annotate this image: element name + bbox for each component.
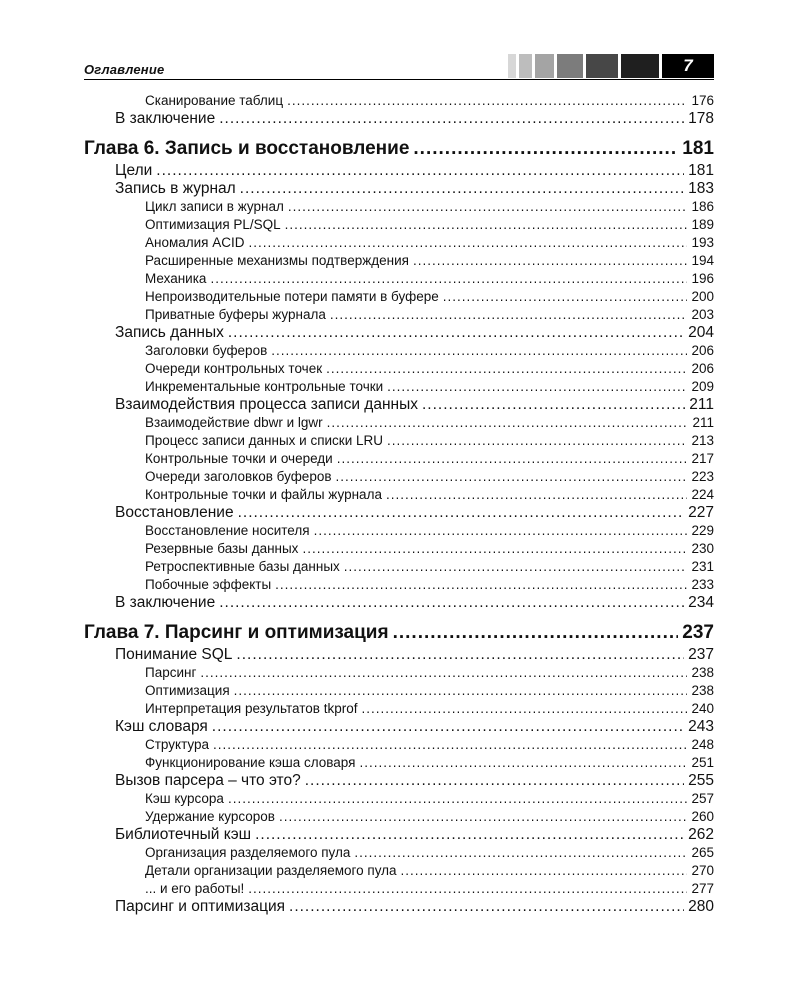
toc-subsection [84, 360, 714, 378]
toc-entry-page: 204 [688, 324, 714, 341]
toc-subsection [84, 252, 714, 270]
dot-leader [387, 378, 687, 396]
toc-entry-page: 243 [688, 718, 714, 735]
dot-leader [344, 558, 688, 576]
toc-subsection [84, 378, 714, 396]
toc-entry-page: 209 [691, 379, 714, 394]
dot-leader [234, 682, 688, 700]
toc-subsection [84, 664, 714, 682]
dot-leader [413, 136, 678, 162]
toc-entry-page: 211 [689, 396, 714, 413]
toc-entry-page: 233 [691, 577, 714, 592]
toc-subsection [84, 808, 714, 826]
dot-leader [240, 180, 684, 198]
toc-subsection [84, 270, 714, 288]
toc-entry-title: Сканирование таблиц [145, 93, 284, 108]
toc-entry-title: Ретроспективные базы данных [145, 559, 340, 574]
dot-leader [210, 270, 687, 288]
dot-leader [443, 288, 688, 306]
toc-entry-page: 194 [691, 253, 714, 268]
toc-entry-page: 181 [682, 138, 714, 159]
toc-entry-page: 238 [691, 683, 714, 698]
toc-entry-title: Детали организации разделяемого пула [145, 863, 397, 878]
toc-entry-page: 206 [691, 361, 714, 376]
toc-subsection [84, 682, 714, 700]
toc-entry-page: 265 [691, 845, 714, 860]
toc-entry-title: Инкрементальные контрольные точки [145, 379, 384, 394]
toc-section [84, 718, 714, 736]
dot-leader [249, 234, 688, 252]
toc-subsection [84, 450, 714, 468]
toc-subsection [84, 880, 714, 898]
toc-entry-title: Цикл записи в журнал [145, 199, 284, 214]
toc-subsection [84, 468, 714, 486]
toc-section [84, 396, 714, 414]
toc-entry-page: 229 [691, 523, 714, 538]
toc-entry-page: 178 [688, 110, 714, 127]
toc-subsection [84, 216, 714, 234]
toc-entry-title: Запись данных [115, 324, 224, 341]
dot-leader [354, 844, 687, 862]
running-title: Оглавление [84, 62, 165, 77]
toc-entry-page: 213 [691, 433, 714, 448]
toc-subsection [84, 754, 714, 772]
toc-section [84, 772, 714, 790]
toc-entry-title: ... и его работы! [145, 881, 245, 896]
dot-leader [302, 540, 687, 558]
toc-entry-title: Глава 6. Запись и восстановление [84, 138, 410, 159]
toc-section [84, 594, 714, 612]
dot-leader [285, 216, 688, 234]
header-block [535, 54, 554, 78]
toc-entry-title: Взаимодействия процесса записи данных [115, 396, 418, 413]
toc-section [84, 504, 714, 522]
page-number: 7 [662, 54, 714, 78]
dot-leader [289, 898, 684, 916]
toc-entry-page: 186 [691, 199, 714, 214]
dot-leader [336, 468, 688, 486]
toc-entry-title: Кэш словаря [115, 718, 208, 735]
toc-subsection [84, 342, 714, 360]
dot-leader [238, 504, 685, 522]
toc-entry-title: Непроизводительные потери памяти в буфере [145, 289, 439, 304]
toc-entry-page: 255 [688, 772, 714, 789]
toc-entry-page: 181 [688, 162, 714, 179]
toc-entry-page: 237 [682, 622, 714, 643]
toc-entry-title: Вызов парсера – что это? [115, 772, 301, 789]
dot-leader [330, 306, 688, 324]
toc-entry-page: 257 [691, 791, 714, 806]
toc-entry-title: Расширенные механизмы подтверждения [145, 253, 409, 268]
toc-entry-page: 211 [692, 415, 714, 430]
dot-leader [228, 324, 684, 342]
dot-leader [248, 880, 687, 898]
dot-leader [279, 808, 687, 826]
header-block [508, 54, 516, 78]
page-header [84, 54, 714, 80]
header-block [586, 54, 618, 78]
toc-entry-page: 193 [691, 235, 714, 250]
toc-subsection [84, 198, 714, 216]
toc-entry-page: 237 [688, 646, 714, 663]
toc-entry-page: 234 [688, 594, 714, 611]
toc-subsection [84, 92, 714, 110]
dot-leader [255, 826, 684, 844]
toc-entry-title: Восстановление [115, 504, 234, 521]
toc-entry-page: 217 [691, 451, 714, 466]
toc-entry-title: Взаимодействие dbwr и lgwr [145, 415, 323, 430]
toc-entry-title: Приватные буферы журнала [145, 307, 326, 322]
dot-leader [422, 396, 685, 414]
toc-entry-title: Побочные эффекты [145, 577, 272, 592]
toc-subsection [84, 414, 714, 432]
dot-leader [387, 432, 687, 450]
dot-leader [393, 620, 679, 646]
toc-entry-page: 280 [688, 898, 714, 915]
toc-entry-page: 230 [691, 541, 714, 556]
toc-entry-title: Понимание SQL [115, 646, 233, 663]
toc-entry-title: Процесс записи данных и списки LRU [145, 433, 383, 448]
dot-leader [275, 576, 687, 594]
dot-leader [305, 772, 684, 790]
toc-entry-title: Парсинг и оптимизация [115, 898, 286, 915]
dot-leader [386, 486, 688, 504]
toc-entry-title: Глава 7. Парсинг и оптимизация [84, 622, 389, 643]
toc-entry-title: Оптимизация [145, 683, 230, 698]
toc-entry-page: 248 [691, 737, 714, 752]
toc-section [84, 180, 714, 198]
toc-entry-page: 206 [691, 343, 714, 358]
toc-subsection [84, 486, 714, 504]
toc-entry-page: 176 [691, 93, 714, 108]
dot-leader [362, 700, 688, 718]
toc-section [84, 162, 714, 180]
toc-entry-title: Цели [115, 162, 153, 179]
toc-subsection [84, 288, 714, 306]
toc-subsection [84, 432, 714, 450]
toc-subsection [84, 576, 714, 594]
dot-leader [200, 664, 687, 682]
toc-entry-title: Запись в журнал [115, 180, 236, 197]
toc-section [84, 324, 714, 342]
dot-leader [401, 862, 688, 880]
toc-section [84, 898, 714, 916]
dot-leader [326, 360, 687, 378]
header-block [621, 54, 659, 78]
toc-entry-title: Функционирование кэша словаря [145, 755, 356, 770]
toc-subsection [84, 790, 714, 808]
toc-subsection [84, 844, 714, 862]
header-rule [84, 79, 714, 80]
dot-leader [212, 718, 684, 736]
toc-entry-page: 251 [691, 755, 714, 770]
header-block [557, 54, 583, 78]
dot-leader [337, 450, 688, 468]
toc-subsection [84, 234, 714, 252]
toc-subsection [84, 736, 714, 754]
dot-leader [236, 646, 684, 664]
toc-entry-page: 227 [688, 504, 714, 521]
dot-leader [314, 522, 688, 540]
toc-entry-title: Очереди контрольных точек [145, 361, 323, 376]
toc-subsection [84, 540, 714, 558]
toc-entry-title: Парсинг [145, 665, 197, 680]
toc-entry-title: Организация разделяемого пула [145, 845, 351, 860]
toc-subsection [84, 306, 714, 324]
toc-chapter [84, 136, 714, 162]
dot-leader [359, 754, 687, 772]
toc-entry-title: Удержание курсоров [145, 809, 275, 824]
toc-entry-page: 196 [691, 271, 714, 286]
toc-entry-title: Структура [145, 737, 210, 752]
toc-entry-page: 262 [688, 826, 714, 843]
toc-entry-page: 238 [691, 665, 714, 680]
toc-entry-page: 223 [691, 469, 714, 484]
toc-entry-page: 277 [691, 881, 714, 896]
dot-leader [156, 162, 684, 180]
toc-entry-title: Интерпретация результатов tkprof [145, 701, 358, 716]
toc-entry-title: Контрольные точки и файлы журнала [145, 487, 382, 502]
toc-chapter [84, 620, 714, 646]
toc-subsection [84, 522, 714, 540]
toc-subsection [84, 700, 714, 718]
dot-leader [287, 92, 687, 110]
toc-entry-title: Контрольные точки и очереди [145, 451, 333, 466]
toc-subsection [84, 862, 714, 880]
toc-entry-title: Аномалия ACID [145, 235, 245, 250]
toc-entry-title: Резервные базы данных [145, 541, 299, 556]
toc-entry-title: Библиотечный кэш [115, 826, 252, 843]
dot-leader [288, 198, 688, 216]
dot-leader [228, 790, 688, 808]
toc-subsection [84, 558, 714, 576]
toc-entry-page: 260 [691, 809, 714, 824]
toc-section [84, 110, 714, 128]
toc-entry-page: 183 [688, 180, 714, 197]
toc-entry-title: Восстановление носителя [145, 523, 310, 538]
dot-leader [213, 736, 687, 754]
toc-entry-page: 224 [691, 487, 714, 502]
header-decoration [505, 54, 714, 78]
dot-leader [327, 414, 689, 432]
toc-section [84, 646, 714, 664]
toc-section [84, 826, 714, 844]
dot-leader [219, 110, 684, 128]
toc-entry-title: В заключение [115, 594, 216, 611]
dot-leader [413, 252, 688, 270]
toc-entry-page: 203 [691, 307, 714, 322]
toc-entry-page: 200 [691, 289, 714, 304]
toc-entry-title: Кэш курсора [145, 791, 224, 806]
toc-entry-page: 231 [691, 559, 714, 574]
dot-leader [219, 594, 684, 612]
toc-entry-page: 189 [691, 217, 714, 232]
toc-entry-title: В заключение [115, 110, 216, 127]
toc-entry-title: Оптимизация PL/SQL [145, 217, 281, 232]
toc-entry-page: 240 [691, 701, 714, 716]
toc-entry-title: Заголовки буферов [145, 343, 268, 358]
toc-entry-page: 270 [691, 863, 714, 878]
toc-entry-title: Очереди заголовков буферов [145, 469, 332, 484]
table-of-contents [84, 92, 714, 916]
toc-entry-title: Механика [145, 271, 207, 286]
header-block [519, 54, 532, 78]
dot-leader [271, 342, 687, 360]
